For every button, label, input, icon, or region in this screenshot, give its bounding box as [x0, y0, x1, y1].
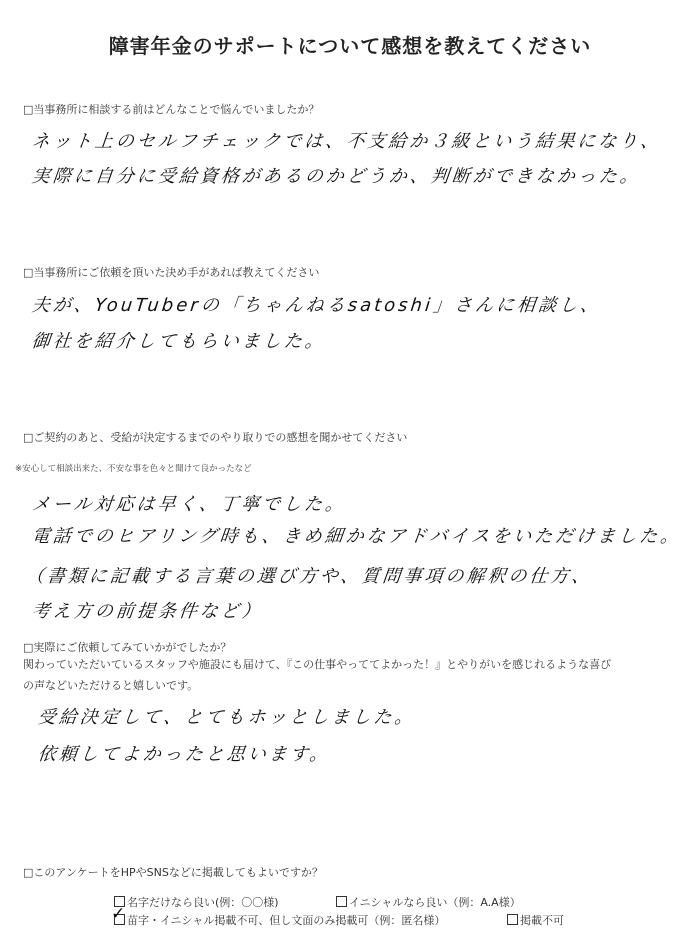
option-label: 掲載不可: [520, 914, 564, 927]
option-label: 名字だけなら良い(例：〇〇様): [127, 896, 279, 909]
question-4: □実際にご依頼してみていかがでしたか？: [23, 641, 232, 654]
question-4-description: [23, 654, 693, 696]
handwritten-check-mark-icon: ✓: [111, 904, 126, 924]
option-text-only[interactable]: [114, 912, 445, 928]
option-initials[interactable]: [336, 894, 521, 910]
answer-3-line-4: 考え方の前提条件など）: [30, 601, 264, 622]
answer-1-line-1: ネット上のセルフチェックでは、不支給か３級という結果になり、: [30, 131, 663, 152]
question-2: □当事務所にご依頼を頂いた決め手があれば教えてください: [23, 266, 320, 279]
question-5: □このアンケートをHPやSNSなどに掲載してもよいですか？: [23, 866, 323, 879]
answer-4-line-1: 受給決定して、とてもホッとしました。: [36, 707, 417, 728]
option-not-allowed[interactable]: [507, 912, 564, 928]
question-3-note: ※安心して相談出来た、不安な事を色々と聞けて良かったなど: [15, 464, 252, 474]
checkbox[interactable]: [507, 914, 518, 925]
answer-3-line-2: 電話でのヒアリング時も、きめ細かなアドバイスをいただけました。: [30, 526, 683, 547]
answer-4-line-2: 依頼してよかったと思います。: [36, 744, 332, 765]
answer-2-line-1: 夫が、YouTuberの「ちゃんねるsatoshi」さんに相談し、: [30, 295, 603, 316]
checkbox[interactable]: [336, 896, 347, 907]
answer-3-line-1: メール対応は早く、丁寧でした。: [30, 494, 348, 515]
question-4-description-line-1: 関わっていただいているスタッフや施設にも届けて、『この仕事やっててよかった！』とやりがいを感じれるような喜び: [23, 658, 612, 671]
option-name-only[interactable]: [114, 894, 279, 910]
question-1: □当事務所に相談する前はどんなことで悩んでいましたか？: [23, 103, 320, 116]
page-title: 障害年金のサポートについて感想を教えてください: [108, 34, 592, 58]
answer-3-line-3: （書類に記載する言葉の選び方や、質問事項の解釈の仕方、: [24, 566, 594, 587]
option-label: 苗字・イニシャル掲載不可、但し文面のみ掲載可（例：匿名様）: [127, 914, 446, 927]
answer-2-line-2: 御社を紹介してもらいました。: [30, 331, 327, 352]
option-label: イニシャルなら良い（例：A.A様）: [349, 896, 521, 909]
question-3: □ご契約のあと、受給が決定するまでのやり取りでの感想を聞かせてください: [23, 431, 408, 444]
answer-1-line-2: 実際に自分に受給資格があるのかどうか、判断ができなかった。: [30, 166, 642, 187]
question-4-description-line-2: の声などいただけると嬉しいです。: [23, 679, 199, 692]
